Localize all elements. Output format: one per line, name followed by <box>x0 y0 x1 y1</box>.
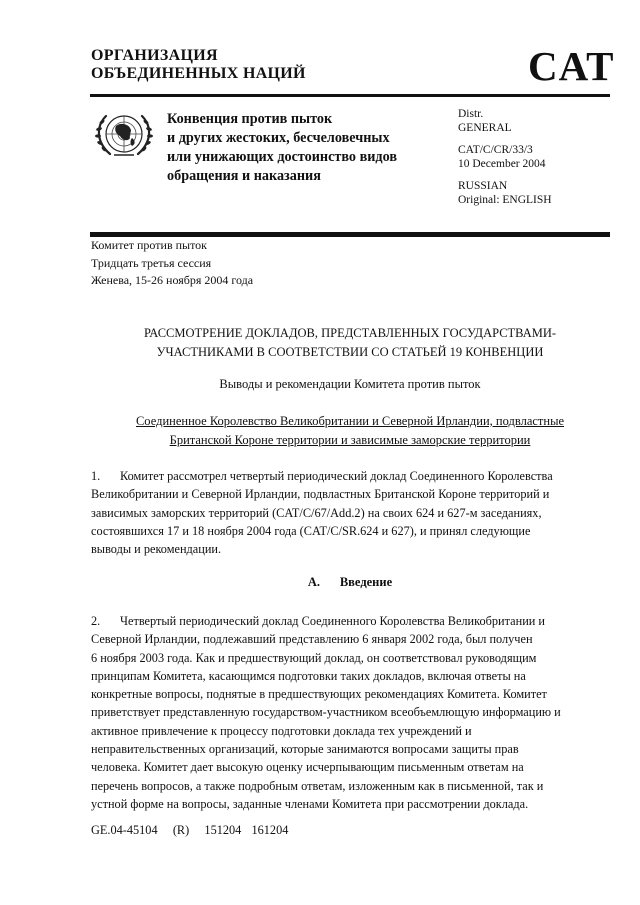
document-subtitle: Выводы и рекомендации Комитета против пыток <box>219 377 481 391</box>
paragraph-line: Великобритании и Северной Ирландии, подвластных Британской Короне территорий и <box>91 487 550 502</box>
paragraph-line: конкретные вопросы, поднятые в предшествующих рекомендациях Комитета. Комитет <box>91 687 547 702</box>
convention-line-1: Конвенция против пыток <box>167 111 333 127</box>
section-heading <box>90 574 610 590</box>
doc-symbol: CAT/C/CR/33/3 <box>458 144 533 156</box>
organization-name <box>91 47 306 83</box>
country-line-1: Соединенное Королевство Великобритании и Северной Ирландии, подвластные <box>135 414 565 428</box>
document-symbol-cat: CAT <box>528 43 615 89</box>
paragraph-line: активное привлечение к процессу подготовки доклада тех учреждений и <box>91 723 472 738</box>
paragraph-2 <box>91 612 601 813</box>
paragraph-line: Комитет рассмотрел четвертый периодический доклад Соединенного Королевства <box>120 469 553 483</box>
paragraph-line: человека. Комитет дает высокую оценку исчерпывающим письменным ответам на <box>91 760 524 775</box>
doc-date: 10 December 2004 <box>458 157 546 170</box>
convention-line-3: или унижающих достоинство видов <box>167 149 397 165</box>
paragraph-number: 1. <box>91 469 101 483</box>
paragraph-line: неправительственных организаций, которые занимаются вопросами защиты прав <box>91 742 519 757</box>
section-letter: A. <box>307 575 320 589</box>
convention-title <box>167 110 397 186</box>
paragraph-1 <box>91 467 601 558</box>
doc-language: RUSSIAN <box>458 180 508 192</box>
distribution-block <box>458 108 552 207</box>
paragraph-line: состоявшихся 17 и 18 ноября 2004 года (CAT/C/SR.624 и 627), и принял следующие <box>91 523 531 538</box>
paragraph-number: 2. <box>91 614 101 628</box>
organization-line-2: ОБЪЕДИНЕННЫХ НАЦИЙ <box>91 65 306 82</box>
title-line-2: УЧАСТНИКАМИ В СООТВЕТСТВИИ СО СТАТЬЕЙ 19 КОНВЕНЦИИ <box>156 345 544 359</box>
paragraph-line: зависимых заморских территорий (CAT/C/67/Add.2) на своих 624 и 627-м заседаниях, <box>91 505 542 520</box>
paragraph-line: 6 ноября 2003 года. Как и предшествующий доклад, он соответствовал руководящим <box>91 650 537 665</box>
paragraph-line: выводы и рекомендации. <box>91 542 222 557</box>
distr-label: Distr. <box>458 108 484 120</box>
section-title: Введение <box>339 575 393 589</box>
header-divider <box>90 94 610 97</box>
paragraph-line: перечень вопросов, а также подробным ответам, изложенным как в письменной, так и <box>91 778 544 793</box>
paragraph-line: устной форме на вопросы, заданные членами Комитета при рассмотрении доклада. <box>91 796 529 811</box>
title-line-1: РАССМОТРЕНИЕ ДОКЛАДОВ, ПРЕДСТАВЛЕННЫХ ГОСУДАРСТВАМИ- <box>143 326 557 340</box>
paragraph-line: Северной Ирландии, подлежавший представлению 6 января 2002 года, был получен <box>91 632 533 647</box>
convention-line-4: обращения и наказания <box>167 168 321 184</box>
un-emblem-icon <box>92 108 156 160</box>
document-title <box>90 324 610 362</box>
distr-value: GENERAL <box>458 121 512 134</box>
paragraph-line: принципам Комитета, касающимся подготовки таких докладов, включая ответы на <box>91 668 526 683</box>
doc-original-language: Original: ENGLISH <box>458 193 552 206</box>
place-date: Женева, 15-26 ноября 2004 года <box>91 273 254 287</box>
committee-name: Комитет против пыток <box>91 238 208 252</box>
paragraph-line: Четвертый периодический доклад Соединенного Королевства Великобритании и <box>120 614 546 628</box>
convention-line-2: и других жестоких, бесчеловечных <box>167 130 390 146</box>
paragraph-line: приветствует представленную государством-участником всеобъемлющую информацию и <box>91 705 561 720</box>
session-name: Тридцать третья сессия <box>91 255 212 270</box>
country-heading <box>90 412 610 450</box>
country-line-2: Британской Короне территории и зависимые заморские территории <box>169 433 531 447</box>
session-info <box>91 237 253 290</box>
job-number-footer: GE.04-45104 (R) 151204 161204 <box>91 823 289 837</box>
organization-line-1: ОРГАНИЗАЦИЯ <box>91 47 218 64</box>
